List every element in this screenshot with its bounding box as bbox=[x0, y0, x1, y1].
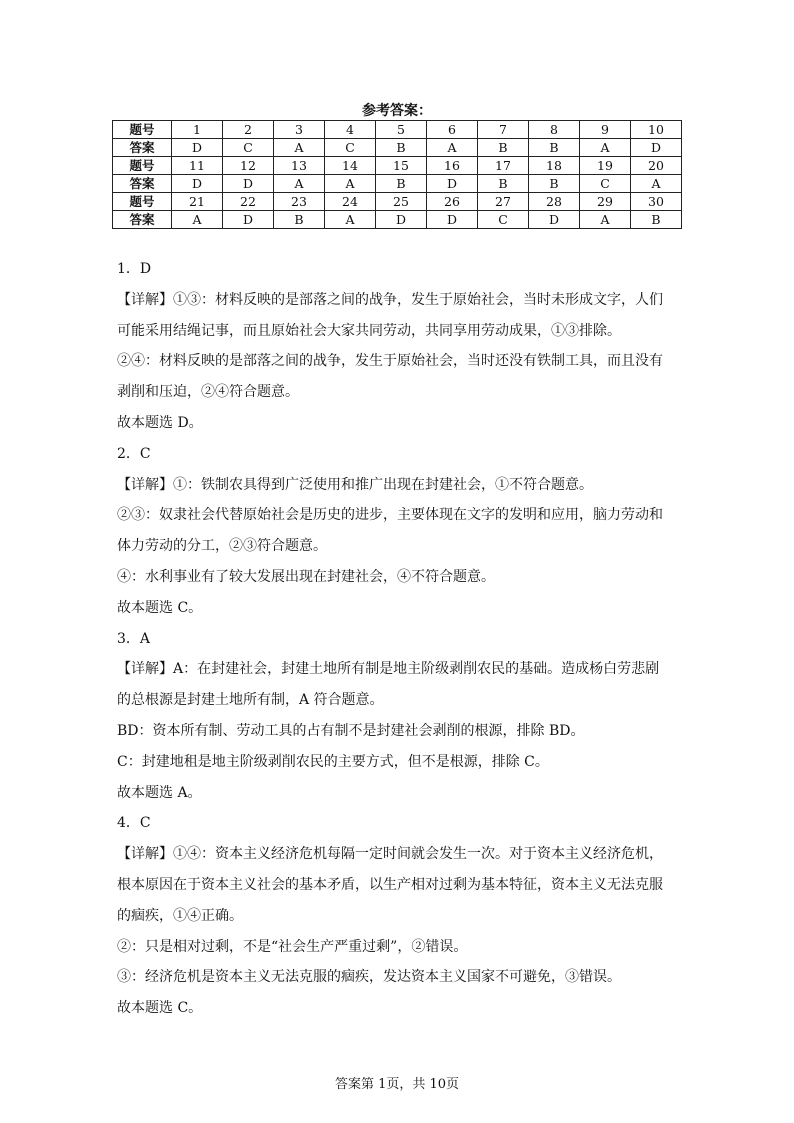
text-line: 3．A bbox=[117, 630, 151, 647]
text-line: ②③：奴隶社会代替原始社会是历史的进步，主要体现在文字的发明和应用，脑力劳动和 bbox=[117, 507, 663, 524]
table-cell: D bbox=[172, 175, 223, 193]
table-row bbox=[113, 193, 682, 211]
text-line: 体力劳动的分工，②③符合题意。 bbox=[117, 538, 327, 555]
table-cell: 22 bbox=[223, 193, 274, 211]
table-cell: A bbox=[274, 139, 325, 157]
text-line: 1．D bbox=[117, 261, 152, 277]
table-cell: 28 bbox=[529, 193, 580, 211]
table-cell: A bbox=[580, 139, 631, 157]
table-cell: D bbox=[223, 211, 274, 229]
table-cell: A bbox=[631, 175, 682, 193]
table-cell: 30 bbox=[631, 193, 682, 211]
row-label: 答案 bbox=[113, 211, 172, 229]
text-line: 的痼疾，①④正确。 bbox=[117, 907, 243, 924]
table-cell: A bbox=[172, 211, 223, 229]
text-line: 故本题选 C。 bbox=[117, 1000, 203, 1017]
text-line: 根本原因在于资本主义社会的基本矛盾，以生产相对过剩为基本特征，资本主义无法克服 bbox=[117, 876, 663, 893]
table-cell: 26 bbox=[427, 193, 478, 211]
table-cell: A bbox=[427, 139, 478, 157]
table-cell: D bbox=[172, 139, 223, 157]
table-cell: 10 bbox=[631, 121, 682, 139]
text-line: 【详解】①④：资本主义经济危机每隔一定时间就会发生一次。对于资本主义经济危机， bbox=[117, 846, 663, 863]
table-cell: 21 bbox=[172, 193, 223, 211]
table-row bbox=[113, 175, 682, 193]
table-cell: A bbox=[274, 175, 325, 193]
table-cell: 20 bbox=[631, 157, 682, 175]
table-row bbox=[113, 211, 682, 229]
table-cell: C bbox=[580, 175, 631, 193]
table-cell: 2 bbox=[223, 121, 274, 139]
table-cell: D bbox=[631, 139, 682, 157]
table-cell: 25 bbox=[376, 193, 427, 211]
text-line: BD：资本所有制、劳动工具的占有制不是封建社会剥削的根源，排除 BD。 bbox=[117, 722, 585, 739]
text-line: C：封建地租是地主阶级剥削农民的主要方式，但不是根源，排除 C。 bbox=[117, 753, 549, 770]
text-line: 故本题选 D。 bbox=[117, 414, 203, 431]
table-cell: D bbox=[223, 175, 274, 193]
page-footer: 答案第 1页，共 10页 bbox=[334, 1077, 460, 1092]
table-cell: A bbox=[580, 211, 631, 229]
table-row bbox=[113, 121, 682, 139]
text-line: ④：水利事业有了较大发展出现在封建社会，④不符合题意。 bbox=[117, 568, 495, 585]
table-cell: 16 bbox=[427, 157, 478, 175]
table-cell: A bbox=[325, 211, 376, 229]
table-cell: B bbox=[631, 211, 682, 229]
table-cell: D bbox=[529, 211, 580, 229]
table-cell: C bbox=[478, 211, 529, 229]
table-cell: 11 bbox=[172, 157, 223, 175]
table-cell: B bbox=[274, 211, 325, 229]
table-cell: B bbox=[376, 175, 427, 193]
table-cell: 18 bbox=[529, 157, 580, 175]
answer-table bbox=[112, 120, 682, 229]
table-cell: 7 bbox=[478, 121, 529, 139]
table-row bbox=[113, 139, 682, 157]
table-cell: C bbox=[223, 139, 274, 157]
table-cell: B bbox=[529, 175, 580, 193]
table-cell: 17 bbox=[478, 157, 529, 175]
table-cell: 29 bbox=[580, 193, 631, 211]
table-cell: 6 bbox=[427, 121, 478, 139]
table-cell: D bbox=[427, 211, 478, 229]
text-line: 故本题选 A。 bbox=[117, 784, 202, 801]
table-cell: 19 bbox=[580, 157, 631, 175]
table-cell: 14 bbox=[325, 157, 376, 175]
text-line: 【详解】①：铁制农具得到广泛使用和推广出现在封建社会，①不符合题意。 bbox=[117, 476, 593, 493]
row-label: 答案 bbox=[113, 175, 172, 193]
text-line: ②④：材料反映的是部落之间的战争，发生于原始社会，当时还没有铁制工具，而且没有 bbox=[117, 353, 663, 370]
table-cell: D bbox=[376, 211, 427, 229]
row-label: 题号 bbox=[113, 157, 172, 175]
table-cell: D bbox=[427, 175, 478, 193]
row-label: 题号 bbox=[113, 193, 172, 211]
table-cell: A bbox=[325, 175, 376, 193]
text-line: ②：只是相对过剩，不是“社会生产严重过剩”，②错误。 bbox=[117, 938, 468, 955]
text-line: 【详解】①③：材料反映的是部落之间的战争，发生于原始社会，当时未形成文字，人们 bbox=[117, 291, 663, 308]
text-line: 2．C bbox=[117, 445, 151, 462]
table-cell: 24 bbox=[325, 193, 376, 211]
table-cell: 27 bbox=[478, 193, 529, 211]
text-line: 剥削和压迫，②④符合题意。 bbox=[117, 384, 299, 401]
table-row bbox=[113, 157, 682, 175]
table-cell: B bbox=[529, 139, 580, 157]
table-cell: 12 bbox=[223, 157, 274, 175]
table-cell: C bbox=[325, 139, 376, 157]
explanation-content bbox=[117, 254, 677, 1024]
page-title: 参考答案： bbox=[362, 103, 432, 119]
text-line: 的总根源是封建土地所有制，A 符合题意。 bbox=[117, 692, 384, 709]
row-label: 答案 bbox=[113, 139, 172, 157]
text-line: 故本题选 C。 bbox=[117, 599, 203, 616]
table-cell: 4 bbox=[325, 121, 376, 139]
table-cell: 9 bbox=[580, 121, 631, 139]
row-label: 题号 bbox=[113, 121, 172, 139]
table-cell: B bbox=[478, 175, 529, 193]
text-line: ③：经济危机是资本主义无法克服的痼疾，发达资本主义国家不可避免，③错误。 bbox=[117, 969, 621, 986]
table-cell: 1 bbox=[172, 121, 223, 139]
table-cell: 23 bbox=[274, 193, 325, 211]
table-cell: B bbox=[478, 139, 529, 157]
table-cell: 5 bbox=[376, 121, 427, 139]
table-cell: 8 bbox=[529, 121, 580, 139]
text-line: 4．C bbox=[117, 815, 151, 832]
table-cell: 3 bbox=[274, 121, 325, 139]
text-line: 可能采用结绳记事，而且原始社会大家共同劳动，共同享用劳动成果，①③排除。 bbox=[117, 322, 621, 339]
table-cell: 15 bbox=[376, 157, 427, 175]
text-line: 【详解】A：在封建社会，封建土地所有制是地主阶级剥削农民的基础。造成杨白劳悲剧 bbox=[117, 661, 660, 678]
table-cell: B bbox=[376, 139, 427, 157]
table-cell: 13 bbox=[274, 157, 325, 175]
